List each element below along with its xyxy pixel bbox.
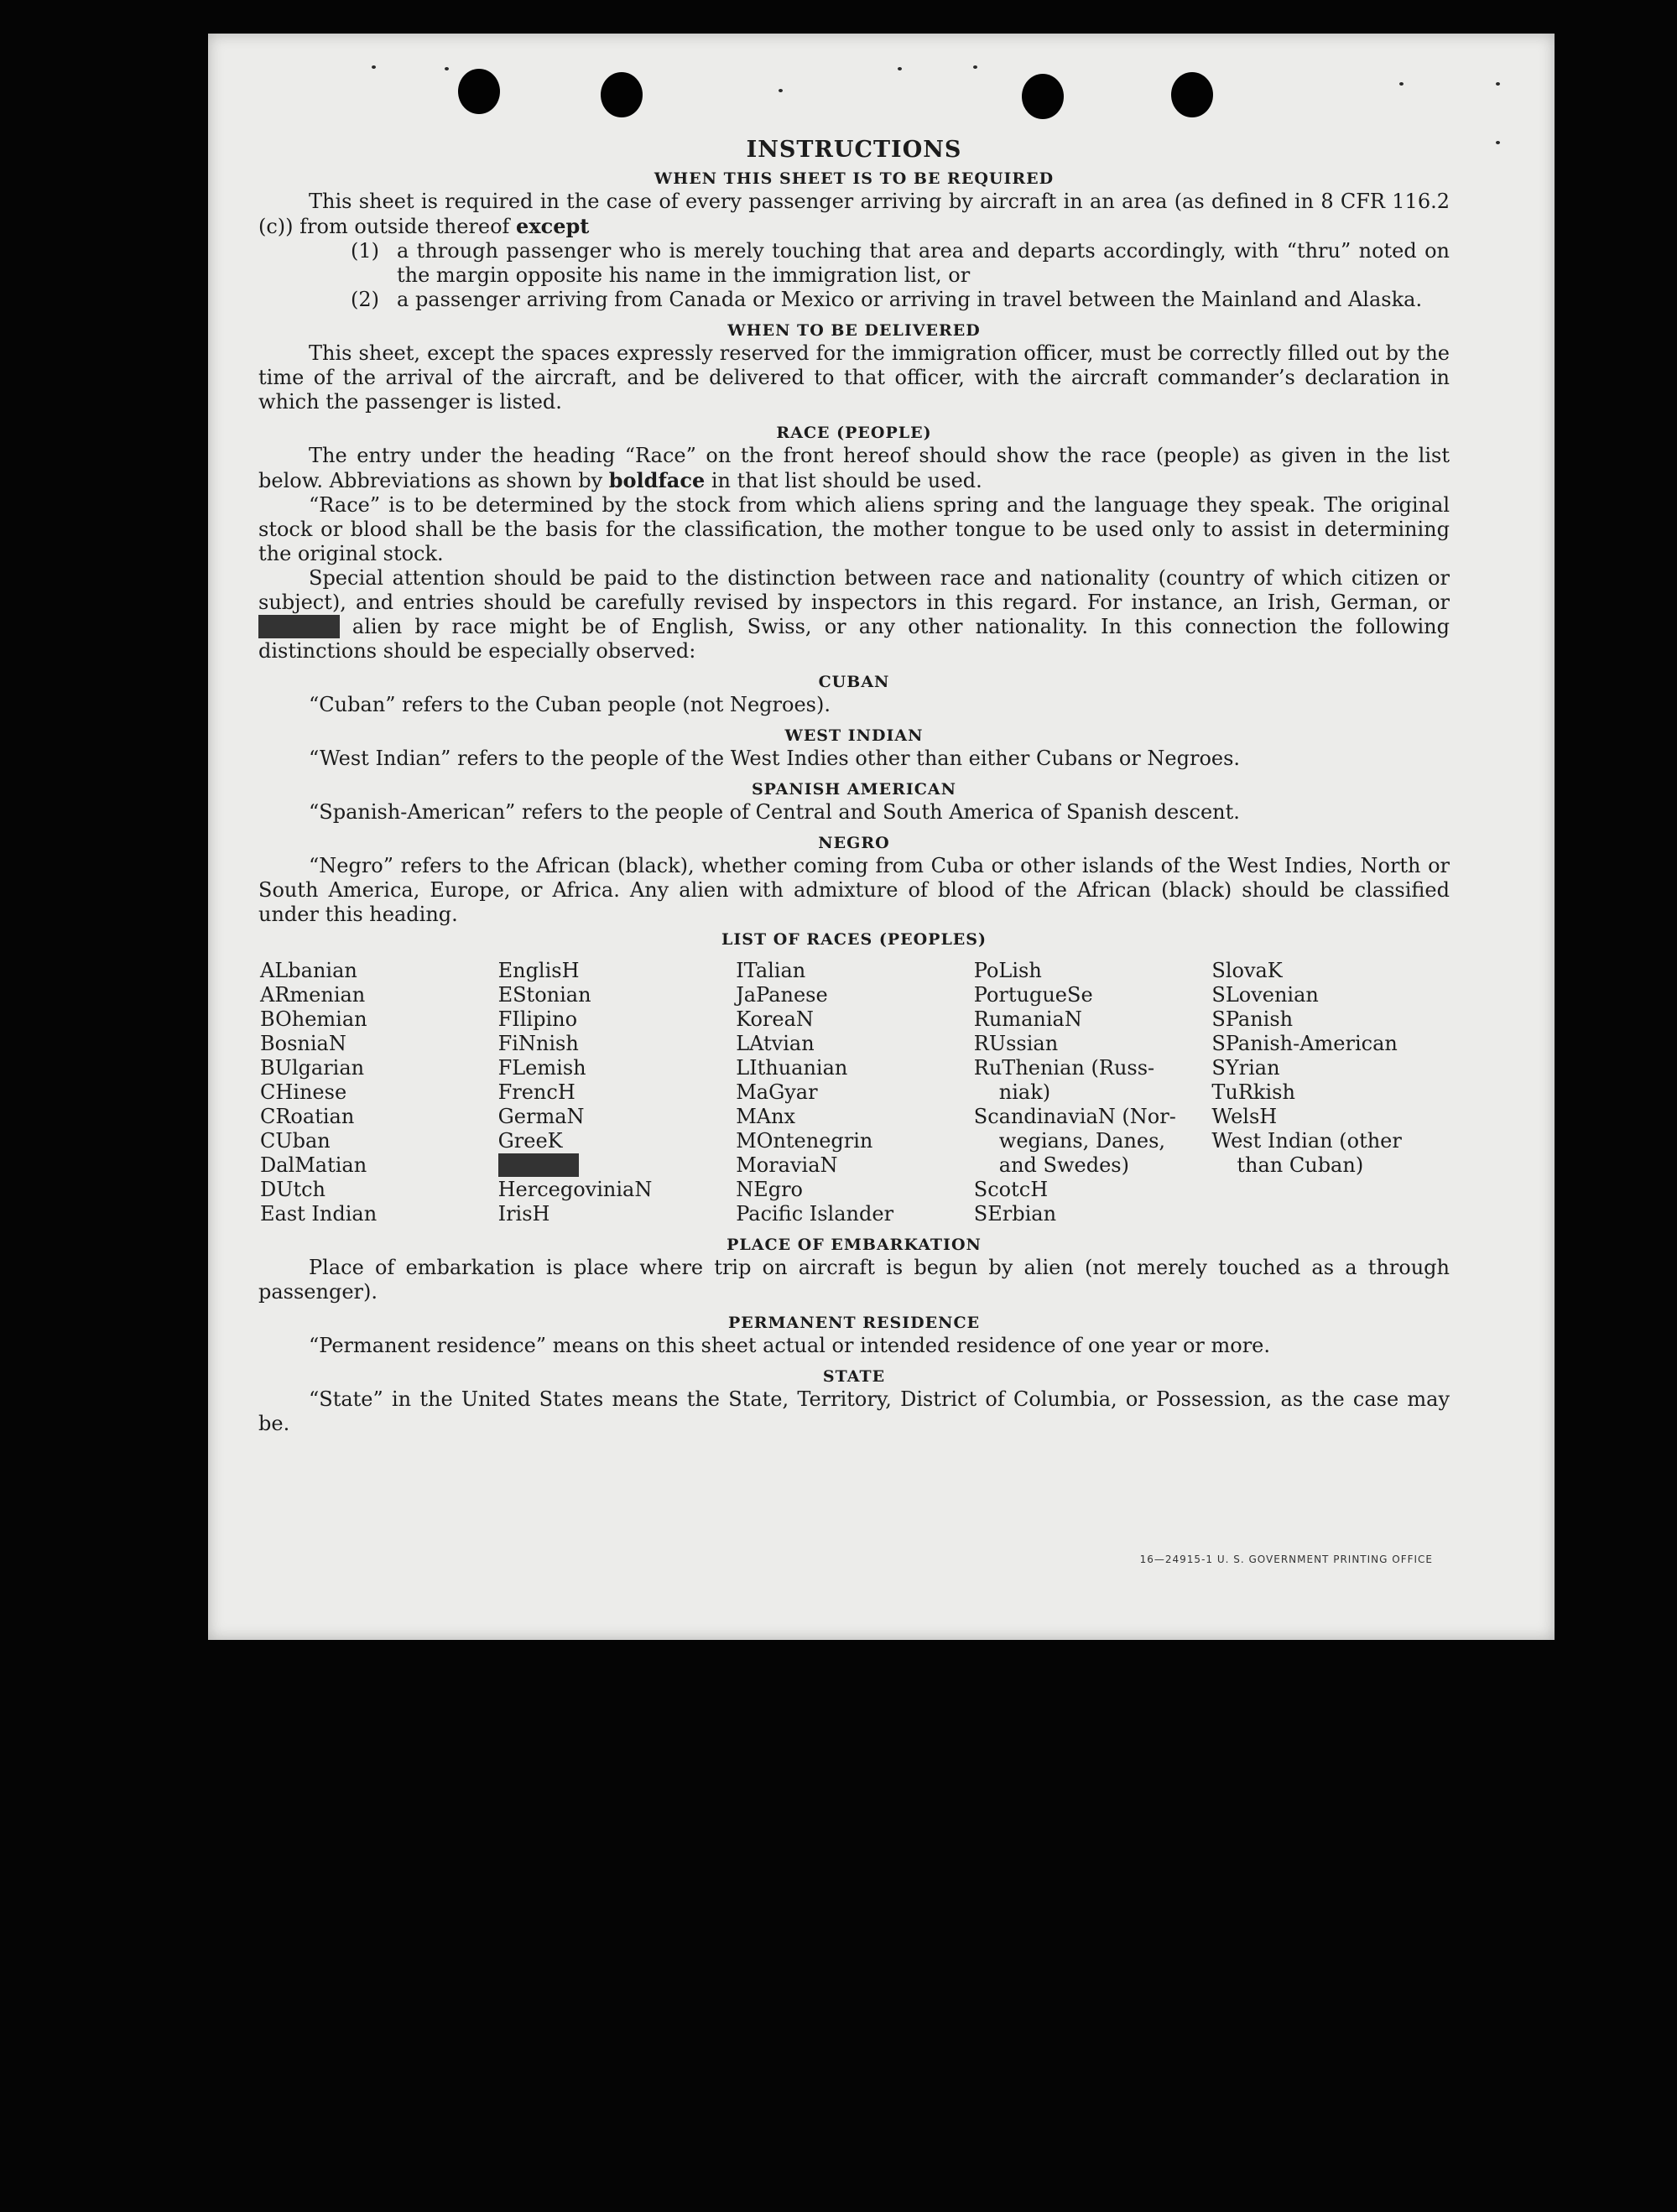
section-heading-required: WHEN THIS SHEET IS TO BE REQUIRED <box>654 169 1055 188</box>
list-item: EStonian <box>497 983 591 1007</box>
list-item: BosniaN <box>260 1032 346 1055</box>
list-item: West Indian (other <box>1211 1129 1402 1153</box>
list-item: PortugueSe <box>973 983 1093 1007</box>
section-heading-negro: NEGRO <box>818 834 890 852</box>
section-heading-spanish-american: SPANISH AMERICAN <box>751 780 957 799</box>
races-column-3 <box>736 959 974 1226</box>
list-item-redacted <box>498 1153 737 1178</box>
list-item: TuRkish <box>1211 1080 1295 1104</box>
list-item: ScotcH <box>973 1178 1049 1201</box>
speck <box>372 65 376 69</box>
state-text: “State” in the United States means the State, Territory, District of Columbia, or Possession, as the case may be. <box>258 1387 1450 1435</box>
speck <box>1496 82 1500 86</box>
section-heading-embarkation: PLACE OF EMBARKATION <box>727 1236 982 1254</box>
list-item: niak) <box>998 1080 1051 1104</box>
printing-office-code: 16—24915-1 U. S. GOVERNMENT PRINTING OFFICE <box>1139 1554 1433 1565</box>
list-item: RUssian <box>973 1032 1059 1055</box>
list-item: MoraviaN <box>736 1153 838 1177</box>
list-item: BUlgarian <box>260 1056 365 1080</box>
redacted-word <box>258 615 340 638</box>
embarkation-text: Place of embarkation is place where trip on aircraft is begun by alien (not merely touched as a through passenger). <box>258 1256 1450 1304</box>
section-heading-list-of-races: LIST OF RACES (PEOPLES) <box>721 930 987 949</box>
list-item: SYrian <box>1211 1056 1280 1080</box>
required-item-2: (2) a passenger arriving from Canada or Mexico or arriving in travel between the Mainland and Alaska. <box>351 288 1423 311</box>
races-column-2 <box>498 959 737 1226</box>
document-page <box>208 34 1555 1640</box>
list-item: CUban <box>260 1129 331 1153</box>
list-item: MOntenegrin <box>736 1129 873 1153</box>
list-item: FiNnish <box>497 1032 579 1055</box>
list-item: SlovaK <box>1211 959 1283 982</box>
page-title: INSTRUCTIONS <box>746 137 962 163</box>
list-item: GermaN <box>497 1105 585 1128</box>
speck <box>779 89 783 92</box>
instructions-content <box>258 134 1450 1436</box>
list-item: ScandinaviaN (Nor- <box>973 1105 1176 1128</box>
list-item: SPanish <box>1211 1007 1294 1031</box>
list-item: and Swedes) <box>998 1153 1129 1177</box>
punch-hole <box>1022 74 1064 119</box>
list-item: East Indian <box>260 1202 378 1226</box>
list-item: RumaniaN <box>973 1007 1082 1031</box>
list-item: SLovenian <box>1211 983 1319 1007</box>
list-item: RuThenian (Russ- <box>973 1056 1155 1080</box>
section-heading-west-indian: WEST INDIAN <box>784 726 924 745</box>
list-item: PoLish <box>973 959 1042 982</box>
list-item: LIthuanian <box>736 1056 848 1080</box>
list-item: FrencH <box>497 1080 575 1104</box>
section-heading-cuban: CUBAN <box>818 673 890 691</box>
punch-hole <box>458 69 500 114</box>
list-item: MAnx <box>736 1105 796 1128</box>
list-item: DalMatian <box>260 1153 367 1177</box>
list-item: KoreaN <box>736 1007 814 1031</box>
required-item-1: (1) a through passenger who is merely touching that area and departs accordingly, with “thru” noted on the margin opposite his name in the immigration list, or <box>351 239 1450 287</box>
list-item: CHinese <box>260 1080 347 1104</box>
spanish-american-text: “Spanish-American” refers to the people of Central and South America of Spanish descent. <box>309 800 1240 824</box>
punch-hole <box>601 72 643 117</box>
list-item: LAtvian <box>736 1032 815 1055</box>
list-item: JaPanese <box>736 983 828 1007</box>
required-intro: This sheet is required in the case of every passenger arriving by aircraft in an area (as defined in 8 CFR 116.2 (c)) from outside thereof except <box>258 190 1450 238</box>
section-heading-residence: PERMANENT RESIDENCE <box>727 1314 981 1332</box>
residence-text: “Permanent residence” means on this sheet actual or intended residence of one year or more. <box>309 1334 1270 1357</box>
speck <box>973 65 977 69</box>
speck <box>898 67 902 70</box>
list-item: than Cuban) <box>1237 1153 1364 1177</box>
list-item: FIlipino <box>497 1007 578 1031</box>
list-item: GreeK <box>497 1129 563 1153</box>
list-item: NEgro <box>736 1178 803 1201</box>
list-item: FLemish <box>497 1056 586 1080</box>
races-column-5 <box>1211 959 1450 1226</box>
race-paragraph-2: “Race” is to be determined by the stock from which aliens spring and the language they speak. The original stock or blood shall be the basis for the classification, the mother tongue to be used only to assist in determining the original stock. <box>258 493 1450 565</box>
races-column-1 <box>260 959 498 1226</box>
races-column-4 <box>974 959 1212 1226</box>
list-item: SPanish-American <box>1211 1032 1398 1055</box>
delivered-text: This sheet, except the spaces expressly reserved for the immigration officer, must be correctly filled out by the time of the arrival of the aircraft, and be delivered to that officer, with the aircraft commander’s declaration in which the passenger is listed. <box>258 341 1450 414</box>
list-item: WelsH <box>1211 1105 1278 1128</box>
races-list <box>260 959 1450 1226</box>
section-heading-delivered: WHEN TO BE DELIVERED <box>727 321 981 340</box>
list-item: DUtch <box>260 1178 326 1201</box>
list-item: IrisH <box>497 1202 550 1226</box>
west-indian-text: “West Indian” refers to the people of the West Indies other than either Cubans or Negroes. <box>309 747 1241 770</box>
list-item: ARmenian <box>260 983 366 1007</box>
list-item: ALbanian <box>260 959 357 982</box>
list-item: EnglisH <box>497 959 580 982</box>
list-item: HercegoviniaN <box>497 1178 653 1201</box>
list-item: ITalian <box>736 959 806 982</box>
speck <box>445 67 449 70</box>
list-item: MaGyar <box>736 1080 818 1104</box>
list-item: SErbian <box>973 1202 1057 1226</box>
cuban-text: “Cuban” refers to the Cuban people (not Negroes). <box>309 693 831 716</box>
list-item: CRoatian <box>260 1105 355 1128</box>
section-heading-race: RACE (PEOPLE) <box>776 424 932 442</box>
list-item: BOhemian <box>260 1007 367 1031</box>
speck <box>1496 141 1500 144</box>
race-paragraph-1: The entry under the heading “Race” on the front hereof should show the race (people) as given in the list below. Abbreviations as shown by boldface in that list should be used. <box>258 444 1450 492</box>
negro-text: “Negro” refers to the African (black), whether coming from Cuba or other islands of the West Indies, North or South America, Europe, or Africa. Any alien with admixture of blood of the African (black) should be classified under this heading. <box>258 854 1450 926</box>
section-heading-state: STATE <box>822 1367 886 1386</box>
race-paragraph-3: Special attention should be paid to the distinction between race and nationality (country of which citizen or subject), and entries should be carefully revised by inspectors in this regard. For instance, an Irish, German, or alien by race might be of English, Swiss, or any other nationality. In this connection the following distinctions should be especially observed: <box>258 566 1450 663</box>
speck <box>1399 82 1404 86</box>
list-item: Pacific Islander <box>736 1202 894 1226</box>
list-item: wegians, Danes, <box>998 1129 1166 1153</box>
punch-hole <box>1171 72 1213 117</box>
